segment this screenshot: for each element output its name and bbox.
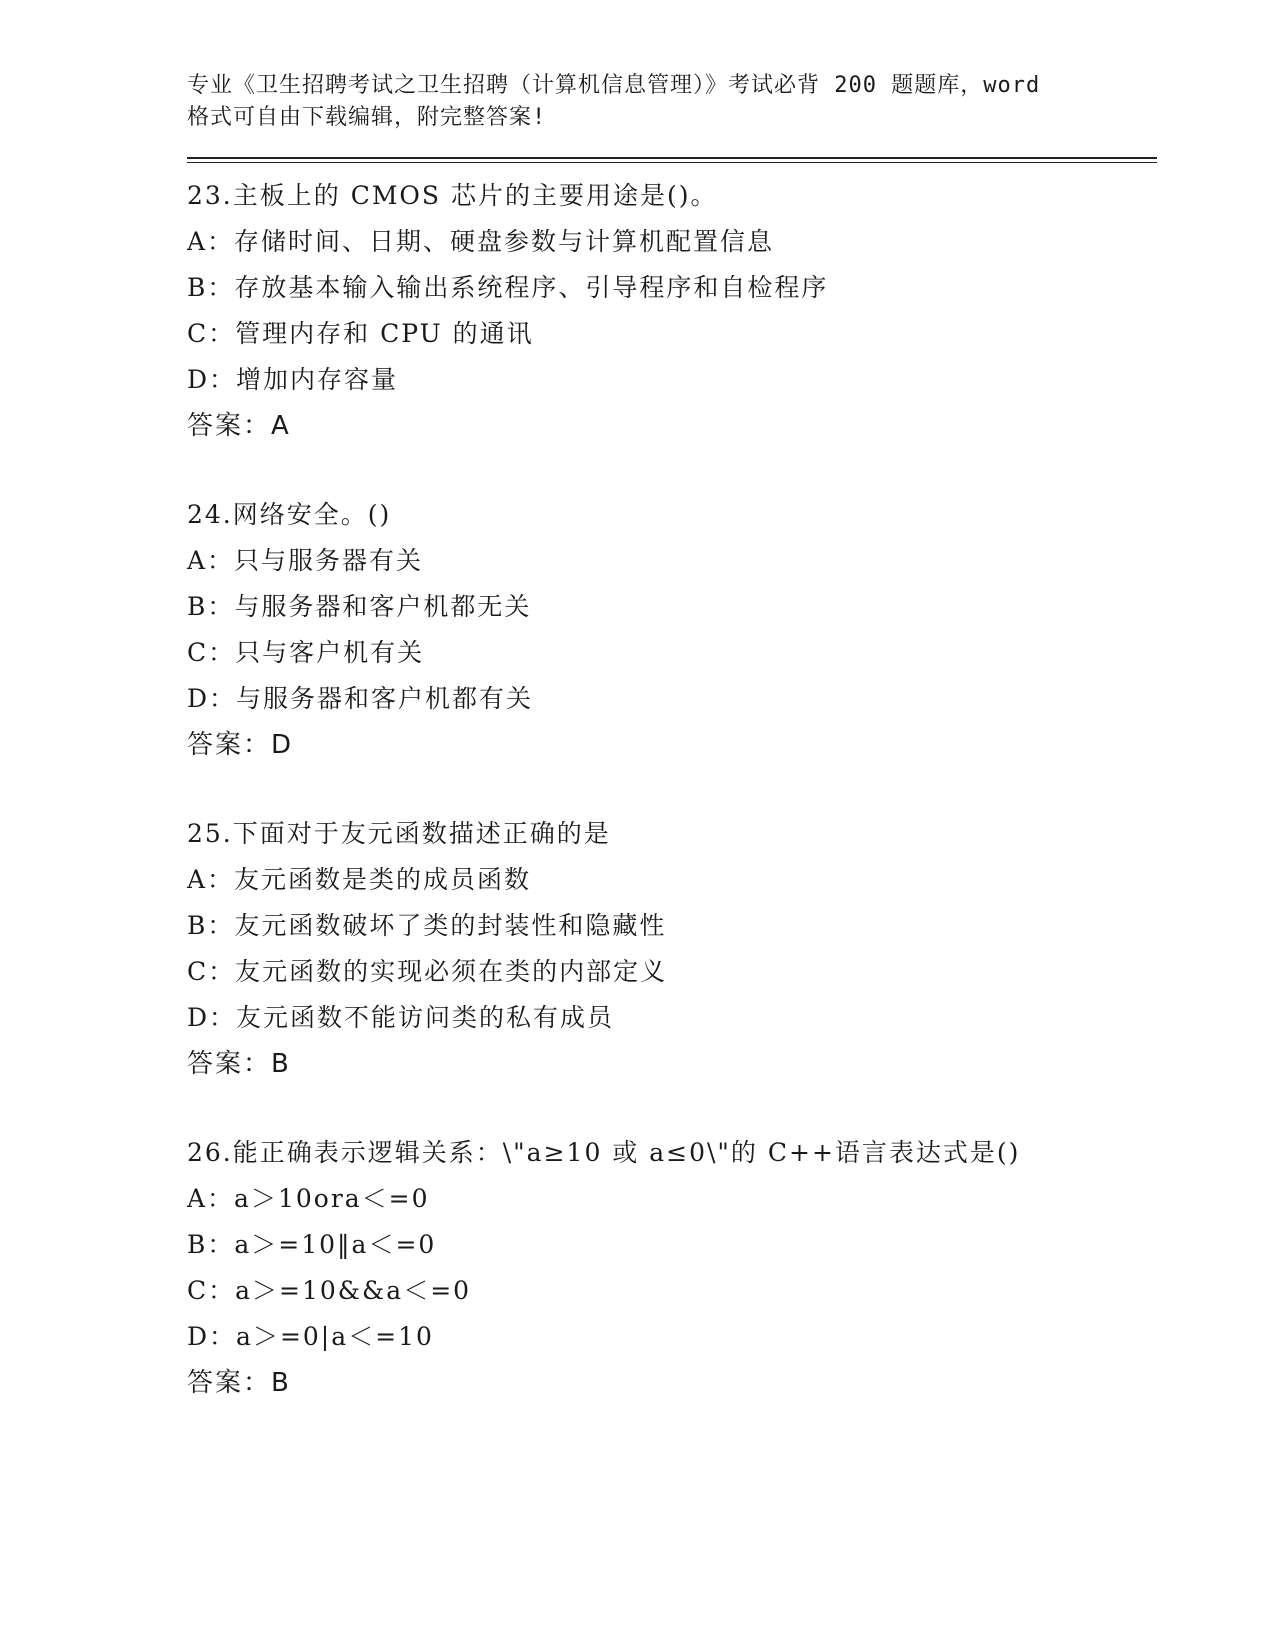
header-divider-thin	[187, 162, 1157, 163]
header-line-2: 格式可自由下载编辑，附完整答案!	[187, 105, 547, 130]
question-24	[187, 492, 1157, 768]
answer: 答案：B	[187, 1049, 291, 1079]
option-c: C：管理内存和 CPU 的通讯	[187, 319, 534, 348]
option-c: C：只与客户机有关	[187, 638, 425, 667]
document-header	[187, 70, 1157, 134]
option-b: B：存放基本输入输出系统程序、引导程序和自检程序	[187, 273, 829, 302]
option-d: D：与服务器和客户机都有关	[187, 684, 534, 713]
answer: 答案：D	[187, 730, 294, 760]
question-stem: 25.下面对于友元函数描述正确的是	[187, 819, 611, 848]
document-page	[187, 70, 1157, 1449]
option-b: B：友元函数破坏了类的封装性和隐藏性	[187, 911, 667, 940]
option-c: C：a＞=10&&a＜=0	[187, 1276, 472, 1305]
option-c: C：友元函数的实现必须在类的内部定义	[187, 957, 668, 986]
question-26	[187, 1130, 1157, 1406]
option-d: D：友元函数不能访问类的私有成员	[187, 1003, 615, 1032]
question-stem: 26.能正确表示逻辑关系：\"a≥10 或 a≤0\"的 C++语言表达式是()	[187, 1138, 1021, 1167]
question-list	[187, 173, 1157, 1406]
question-stem: 23.主板上的 CMOS 芯片的主要用途是()。	[187, 181, 718, 210]
option-d: D：增加内存容量	[187, 365, 399, 394]
answer: 答案：B	[187, 1368, 291, 1398]
option-a: A：存储时间、日期、硬盘参数与计算机配置信息	[187, 227, 775, 256]
option-a: A：a＞10ora＜=0	[187, 1184, 430, 1213]
header-line-1: 专业《卫生招聘考试之卫生招聘（计算机信息管理）》考试必背 200 题题库，word	[187, 73, 1041, 98]
option-d: D：a＞=0|a＜=10	[187, 1322, 434, 1351]
question-23	[187, 173, 1157, 449]
question-25	[187, 811, 1157, 1087]
option-b: B：与服务器和客户机都无关	[187, 592, 532, 621]
header-divider	[187, 157, 1157, 159]
answer: 答案：A	[187, 411, 291, 441]
option-b: B：a＞=10‖a＜=0	[187, 1230, 437, 1259]
option-a: A：只与服务器有关	[187, 546, 424, 575]
option-a: A：友元函数是类的成员函数	[187, 865, 532, 894]
question-stem: 24.网络安全。()	[187, 500, 392, 529]
